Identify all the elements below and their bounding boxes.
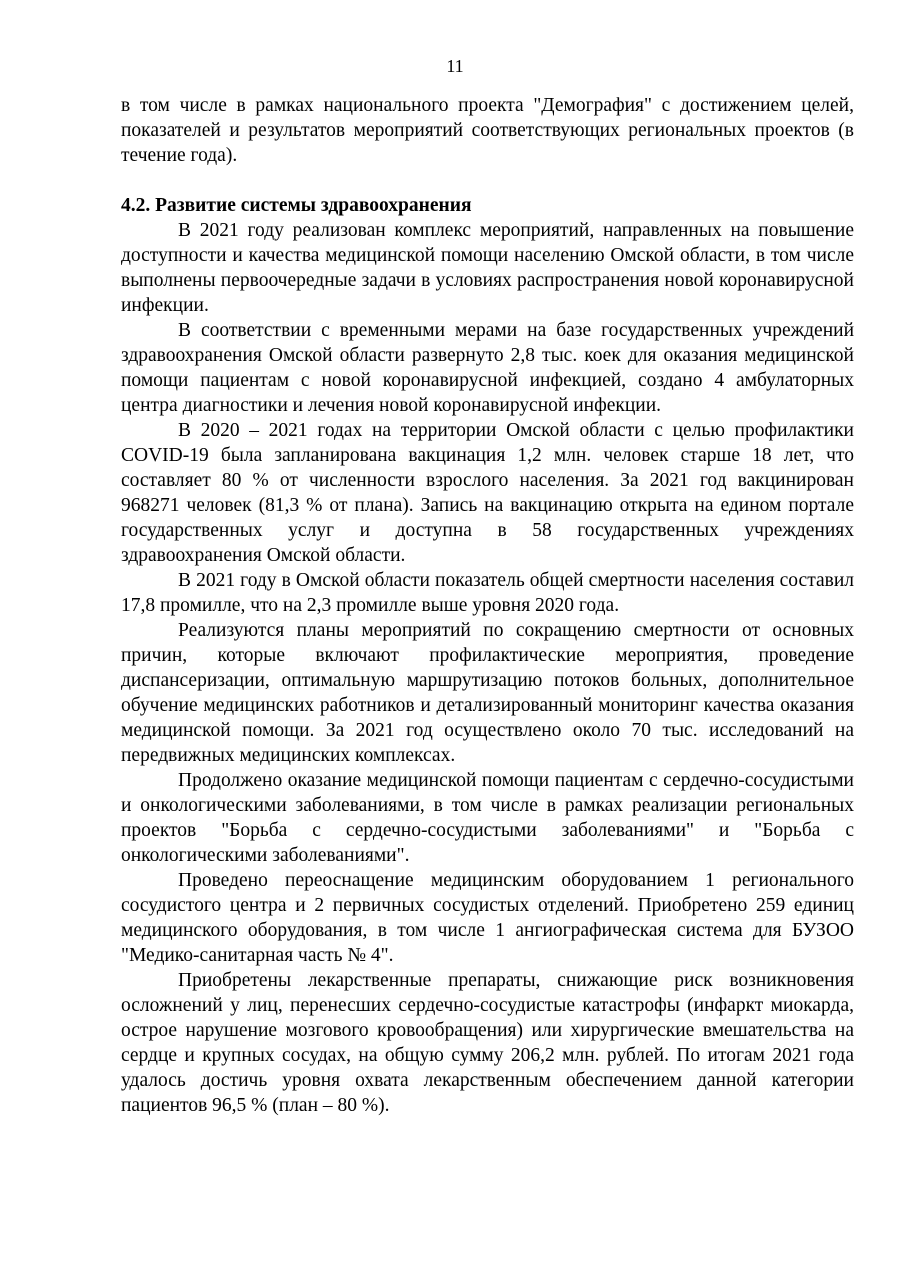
document-body (121, 93, 854, 1118)
section-heading: 4.2. Развитие системы здравоохранения (121, 195, 472, 216)
paragraph-medications: Приобретены лекарственные препараты, снижающие риск возникновения осложнений у лиц, перенесших сердечно-сосудистые катастрофы (инфаркт миокарда, острое нарушение мозгового кровообращения) или хирургические вмешательства на сердце и крупных сосудах, на общую сумму 206,2 млн. рублей. По итогам 2021 года удалось достичь уровня охвата лекарственным обеспечением данной категории пациентов 96,5 % (план – 80 %). (121, 970, 854, 1116)
paragraph-cardio-oncology: Продолжено оказание медицинской помощи пациентам с сердечно-сосудистыми и онкологическими заболеваниями, в том числе в рамках реализации региональных проектов "Борьба с сердечно-сосудистыми заболеваниями" и "Борьба с онкологическими заболеваниями". (121, 770, 854, 866)
paragraph-vaccination: В 2020 – 2021 годах на территории Омской области с целью профилактики COVID-19 была запланирована вакцинация 1,2 млн. человек старше 18 лет, что составляет 80 % от численности взрослого населения. За 2021 год вакцинирован 968271 человек (81,3 % от плана). Запись на вакцинацию открыта на едином портале государственных услуг и доступна в 58 государственных учреждениях здравоохранения Омской области. (121, 420, 854, 566)
intro-paragraph: в том числе в рамках национального проекта "Демография" с достижением целей, показателей и результатов мероприятий соответствующих региональных проектов (в течение года). (121, 95, 854, 166)
paragraph-covid-beds: В соответствии с временными мерами на базе государственных учреждений здравоохранения Омской области развернуто 2,8 тыс. коек для оказания медицинской помощи пациентам с новой коронавирусной инфекцией, создано 4 амбулаторных центра диагностики и лечения новой коронавирусной инфекции. (121, 320, 854, 416)
page-number: 11 (446, 56, 464, 76)
paragraph-healthcare-overview: В 2021 году реализован комплекс мероприятий, направленных на повышение доступности и качества медицинской помощи населению Омской области, в том числе выполнены первоочередные задачи в условиях распространения новой коронавирусной инфекции. (121, 220, 854, 316)
paragraph-mortality-reduction-plans: Реализуются планы мероприятий по сокращению смертности от основных причин, которые включают профилактические мероприятия, проведение диспансеризации, оптимальную маршрутизацию потоков больных, дополнительное обучение медицинских работников и детализированный мониторинг качества оказания медицинской помощи. За 2021 год осуществлено около 70 тыс. исследований на передвижных медицинских комплексах. (121, 620, 854, 766)
paragraph-equipment: Проведено переоснащение медицинским оборудованием 1 регионального сосудистого центра и 2 первичных сосудистых отделений. Приобретено 259 единиц медицинского оборудования, в том числе 1 ангиографическая система для БУЗОО "Медико-санитарная часть № 4". (121, 870, 854, 966)
paragraph-mortality: В 2021 году в Омской области показатель общей смертности населения составил 17,8 промилле, что на 2,3 промилле выше уровня 2020 года. (121, 570, 854, 616)
